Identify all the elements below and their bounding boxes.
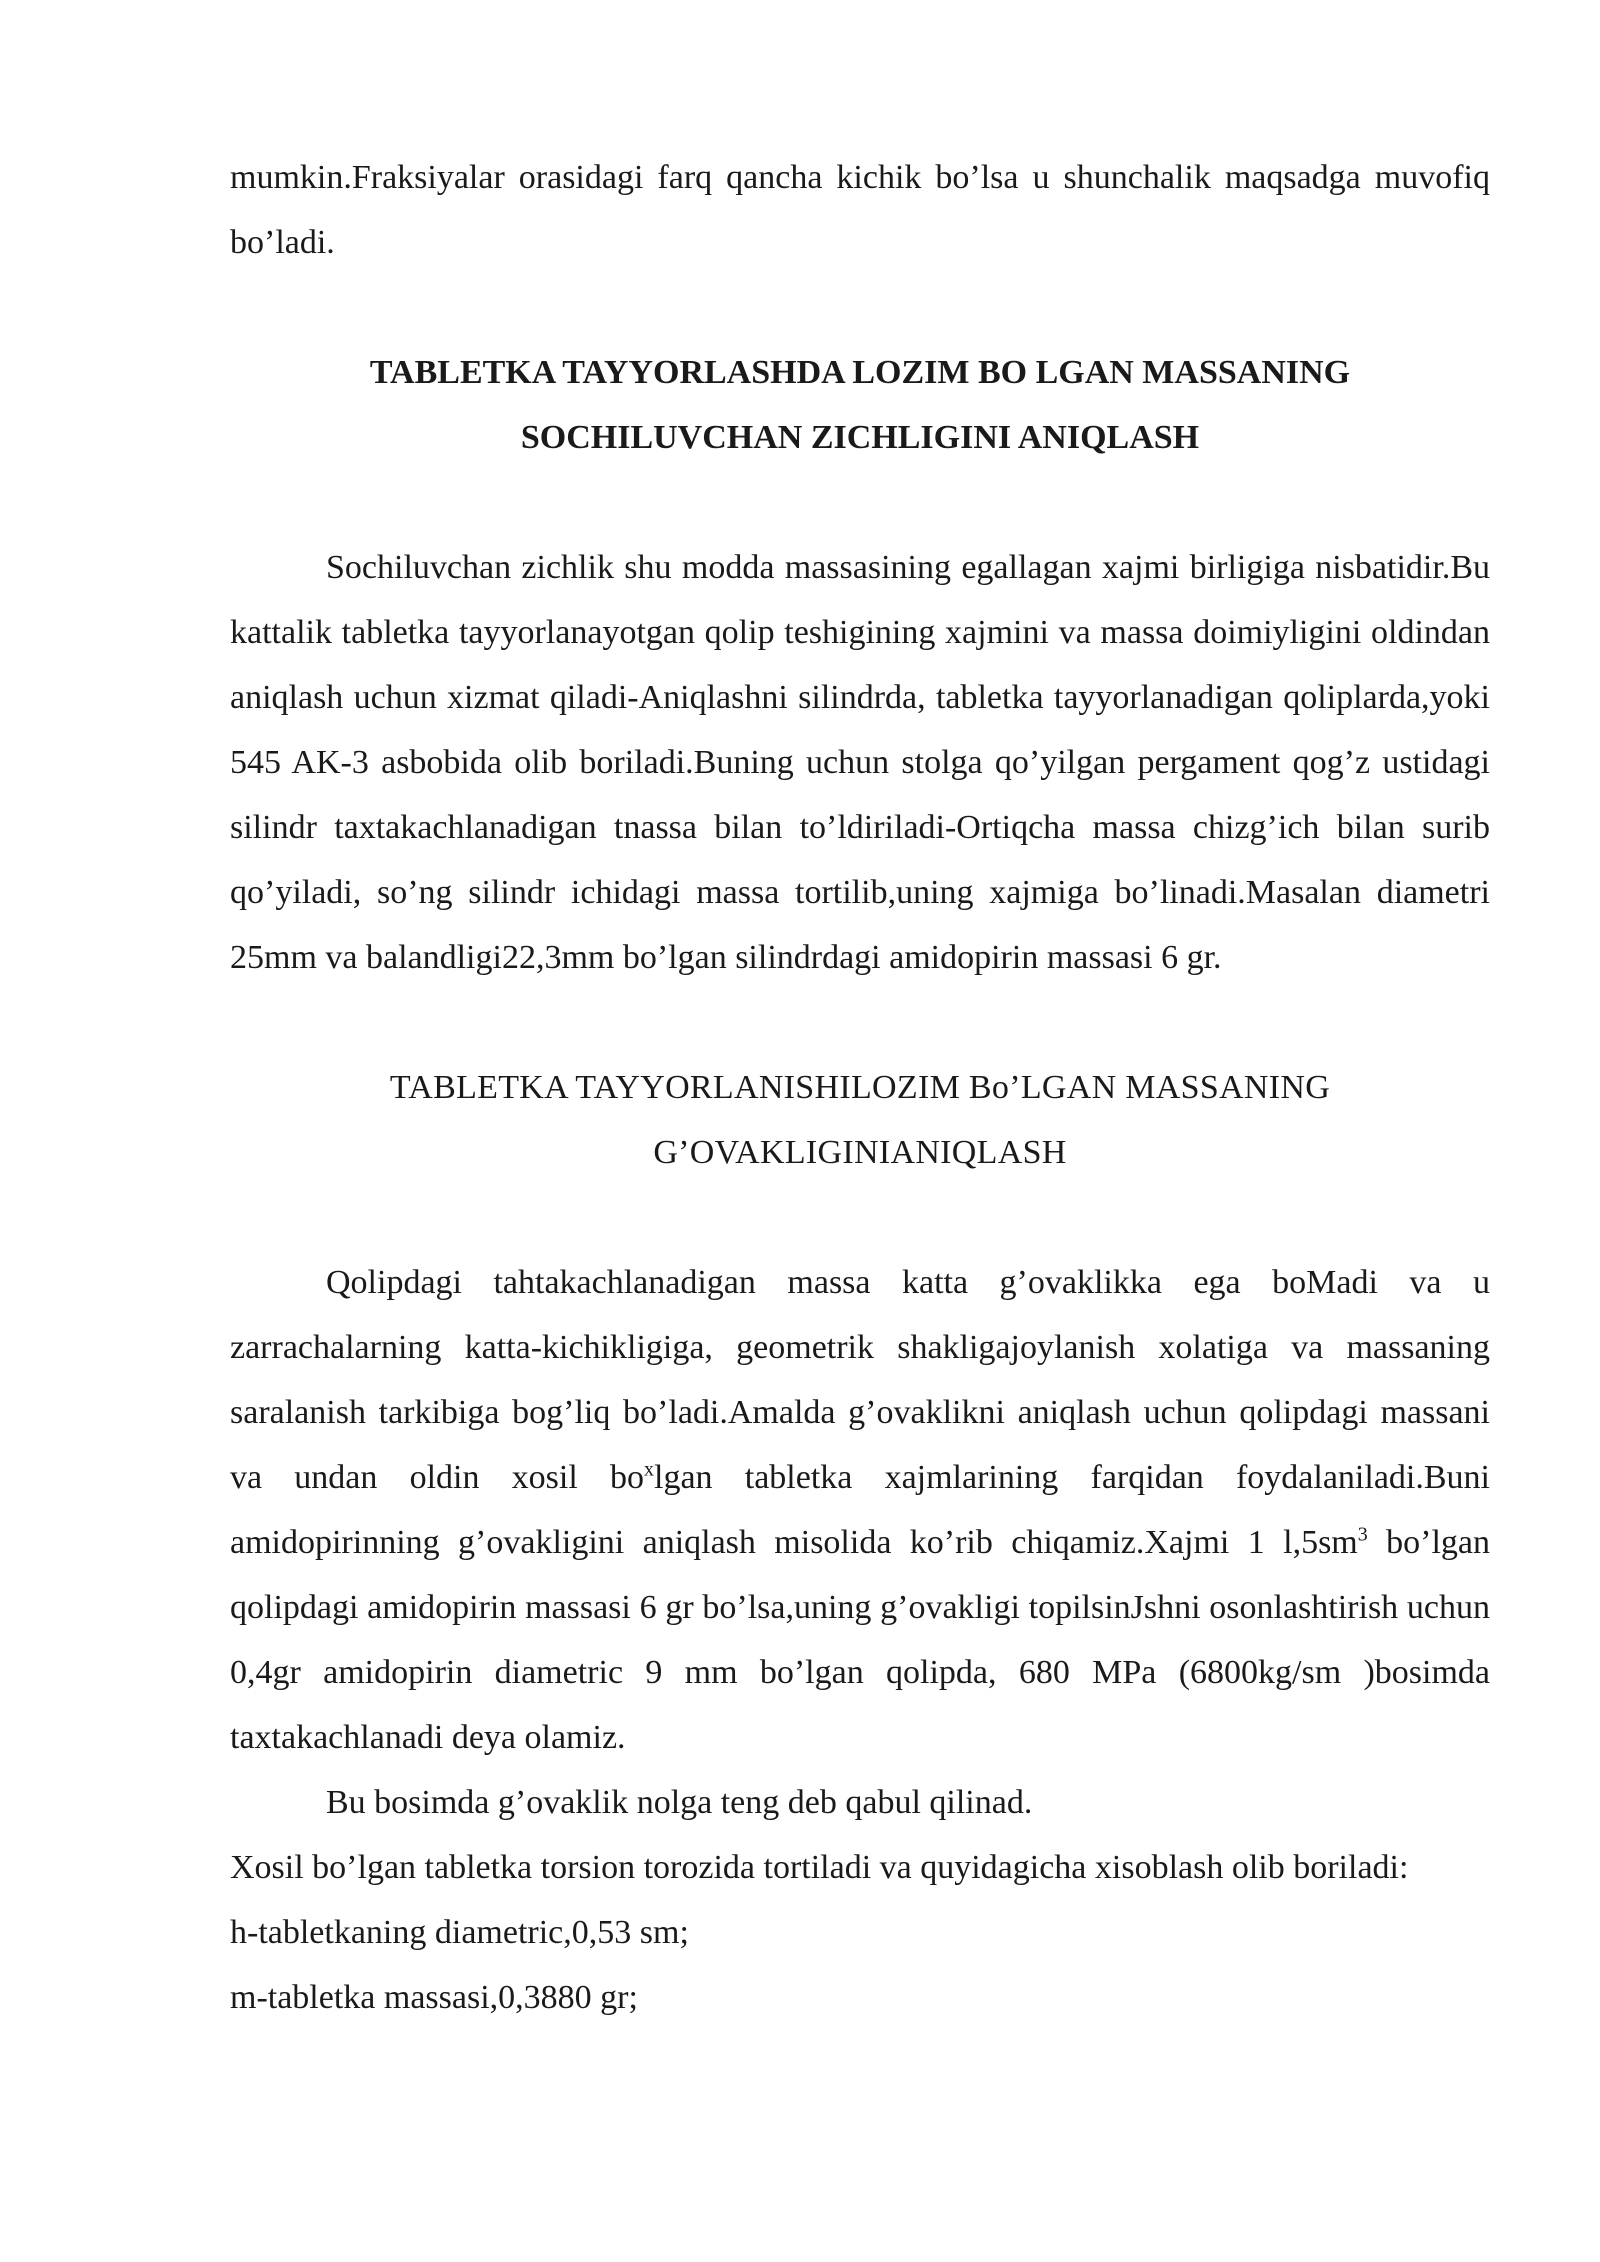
superscript: 3: [1357, 1523, 1368, 1546]
density-paragraph: Sochiluvchan zichlik shu modda massasining egallagan xajmi birligiga nisbatidir.Bu kattalik tabletka tayyorlanayotgan qolip teshigining xajmini va massa doimiyligini oldindan aniqlash uchun xizmat qiladi-Aniqlashni silindrda, tabletka tayyorlanadigan qoliplarda,yoki 545 AK-3 asbobida olib boriladi.Buning uchun stolga qo’yilgan pergament qog’z ustidagi silindr taxtakachlanadigan tnassa bilan to’ldiriladi-Ortiqcha massa chizg’ich bilan surib qo’yiladi, so’ng silindr ichidagi massa tortilib,uning xajmiga bo’linadi.Masalan diametri 25mm va balandligi22,3mm bo’lgan silindrdagi amidopirin massasi 6 gr.: [230, 549, 1490, 976]
variable-h-line: h-tabletkaning diametric,0,53 sm;: [230, 1914, 689, 1951]
text-run: bo’lgan qolipdagi amidopirin massasi 6 gr bo’lsa,uning g’ovakligi topilsinJshni osonlashtirish uchun 0,4gr amidopirin diametric 9 mm bo’lgan qolipda, 680 MPa (6800kg/sm )bosimda taxtakachlanadi deya olamiz.: [230, 1524, 1490, 1756]
variable-m-line: m-tabletka massasi,0,3880 gr;: [230, 1979, 638, 2016]
heading-line: TABLETKA TAYYORLASHDA LOZIM BO LGAN MASSANING: [369, 354, 1351, 391]
section-heading-density: [230, 340, 1490, 470]
text-run: lgan tabletka xajmlarining farqidan foydalaniladi.Buni amidopirinning g’ovakligini aniqlash misolida ko’rib chiqamiz.Xajmi 1 l,5sm: [230, 1459, 1490, 1561]
pressure-paragraph: Bu bosimda g’ovaklik nolga teng deb qabul qilinad.: [326, 1784, 1033, 1821]
heading-line: G’OVAKLIGINIANIQLASH: [653, 1134, 1067, 1171]
text-run: Qolipdagi tahtakachlanadigan massa katta g’ovaklikka ega boMadi va u zarrachalarning katta-kichikligiga, geometrik shakligajoylanish xolatiga va massaning saralanish tarkibiga bog’liq bo’ladi.Amalda g’ovaklikni aniqlash uchun qolipdagi massani va undan oldin xosil bo: [230, 1264, 1490, 1496]
document-page: [230, 145, 1490, 2030]
superscript: x: [644, 1458, 655, 1481]
torsion-line: Xosil bo’lgan tabletka torsion torozida tortiladi va quyidagicha xisoblash olib boriladi:: [230, 1849, 1409, 1886]
heading-line: SOCHILUVCHAN ZICHLIGINI ANIQLASH: [520, 419, 1200, 456]
heading-line: TABLETKA TAYYORLANISHILOZIM Bo’LGAN MASSANING: [389, 1069, 1331, 1106]
intro-paragraph: mumkin.Fraksiyalar orasidagi farq qancha kichik bo’lsa u shunchalik maqsadga muvofiq bo’ladi.: [230, 159, 1490, 261]
porosity-paragraph: [230, 1250, 1490, 1770]
section-heading-porosity: [230, 1055, 1490, 1185]
